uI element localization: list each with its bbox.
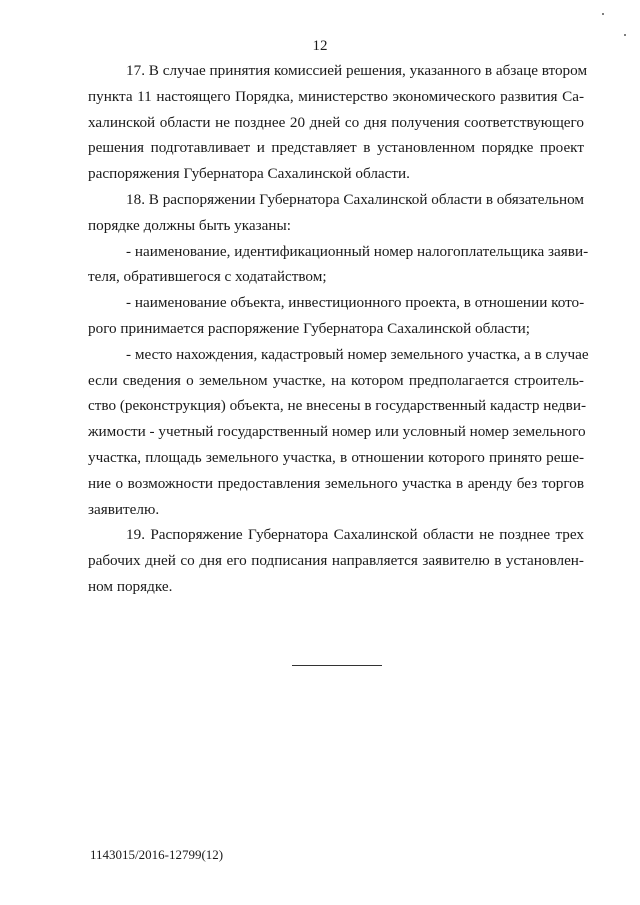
text-line: 19. Распоряжение Губернатора Сахалинской области не позднее трех — [126, 526, 584, 544]
text-line: - наименование, идентификационный номер налогоплательщика заяви- — [126, 242, 589, 260]
text-line: 18. В распоряжении Губернатора Сахалинской области в обязательном — [126, 190, 584, 208]
text-line: - место нахождения, кадастровый номер земельного участка, а в случае — [126, 345, 589, 363]
text-line: ство (реконструкция) объекта, не внесены в государственный кадастр недви- — [88, 397, 587, 415]
text-line: рабочих дней со дня его подписания направляется заявителю в установлен- — [88, 552, 584, 570]
paragraph-18 — [88, 187, 584, 239]
document-registration-code: 1143015/2016-12799(12) — [90, 847, 224, 862]
text-line: рого принимается распоряжение Губернатора Сахалинской области; — [88, 319, 530, 337]
document-body — [88, 58, 589, 600]
text-line: заявителю. — [88, 500, 160, 518]
text-line: распоряжения Губернатора Сахалинской области. — [88, 165, 410, 183]
text-line: 17. В случае принятия комиссией решения, указанного в абзаце втором — [126, 62, 588, 79]
paragraph-19 — [88, 522, 584, 599]
text-line: порядке должны быть указаны: — [88, 216, 291, 234]
text-line: участка, площадь земельного участка, в отношении которого принято реше- — [88, 448, 584, 466]
list-item-location — [88, 342, 589, 523]
scan-speck — [624, 34, 626, 36]
text-line: - наименование объекта, инвестиционного проекта, в отношении кото- — [126, 294, 585, 312]
text-line: халинской области не позднее 20 дней со дня получения соответствующего — [88, 113, 584, 131]
text-line: пункта 11 настоящего Порядка, министерство экономического развития Са- — [88, 87, 584, 105]
text-line: если сведения о земельном участке, на котором предполагается строитель- — [88, 371, 584, 389]
end-separator-line — [292, 665, 382, 666]
text-line: ном порядке. — [88, 577, 173, 595]
text-line: ние о возможности предоставления земельного участка в аренду без торгов — [88, 474, 584, 492]
list-item-object — [88, 290, 585, 342]
text-line: решения подготавливает и представляет в установленном порядке проект — [88, 139, 584, 157]
scan-speck — [602, 13, 604, 15]
paragraph-17 — [88, 58, 588, 187]
page-number: 12 — [312, 38, 328, 54]
text-line: теля, обратившегося с ходатайством; — [88, 268, 327, 286]
text-line: жимости - учетный государственный номер или условный номер земельного — [88, 423, 586, 441]
list-item-taxpayer — [88, 239, 589, 291]
